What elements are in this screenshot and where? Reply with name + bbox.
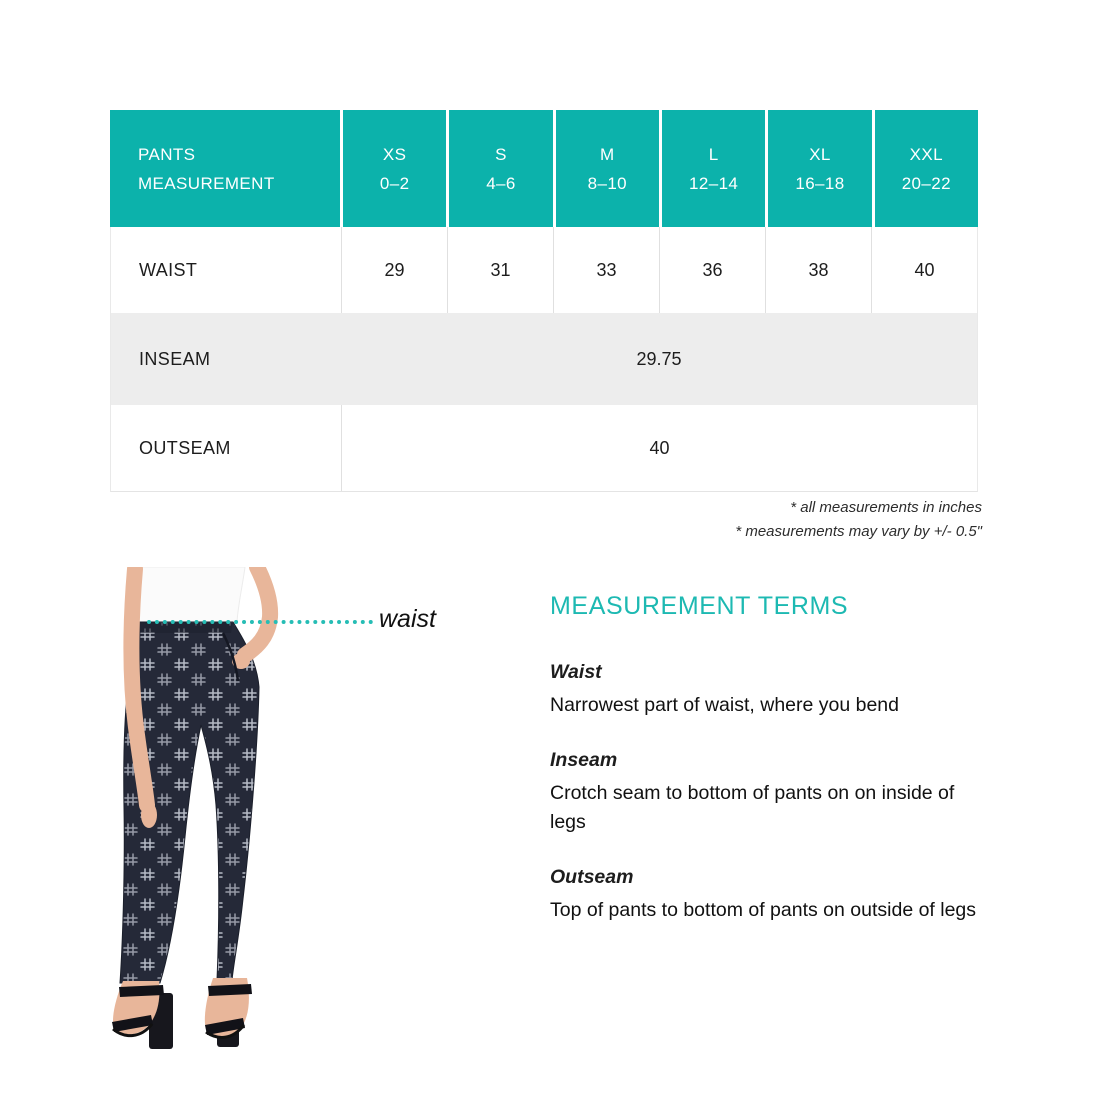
model-right-arm [245, 567, 270, 655]
term-definition: Top of pants to bottom of pants on outside of legs [550, 899, 977, 921]
header-label-line2: MEASUREMENT [138, 173, 275, 193]
table-header-row [110, 110, 978, 227]
header-size-m [553, 110, 659, 227]
size-name: M [600, 144, 615, 164]
size-name: L [708, 144, 719, 164]
outseam-merged-value: 40 [341, 405, 977, 491]
footnotes [110, 496, 982, 544]
header-size-xxl [872, 110, 978, 227]
table-row-outseam [111, 405, 977, 491]
terms-heading: MEASUREMENT TERMS [550, 592, 849, 620]
waist-value-xs: 29 [341, 227, 447, 313]
waist-value-xl: 38 [765, 227, 871, 313]
size-range: 4–6 [486, 173, 516, 193]
table-row-inseam [111, 313, 977, 405]
size-range: 16–18 [795, 173, 845, 193]
term-group-inseam [550, 749, 985, 837]
size-range: 0–2 [379, 173, 410, 193]
waist-value-m: 33 [553, 227, 659, 313]
size-range: 8–10 [587, 173, 628, 193]
header-size-s [446, 110, 552, 227]
model-photo-svg [105, 567, 305, 1057]
table-row-waist [111, 227, 977, 313]
size-range: 12–14 [689, 173, 739, 193]
header-size-xs [340, 110, 446, 227]
inseam-merged-value: 29.75 [636, 348, 682, 369]
size-name: XS [382, 144, 407, 164]
header-label-line1: PANTS [138, 144, 196, 164]
size-chart-table [110, 110, 978, 492]
term-group-outseam [550, 866, 985, 925]
row-label: INSEAM [139, 348, 211, 369]
table-body [110, 227, 978, 492]
right-sandal-ankle-strap [208, 984, 252, 996]
term-name: Waist [550, 661, 602, 683]
term-definition: Crotch seam to bottom of pants on on inside of legs [550, 782, 955, 833]
footnote-units: * all measurements in inches [790, 499, 982, 516]
waist-value-xxl: 40 [871, 227, 977, 313]
term-name: Inseam [550, 749, 618, 771]
size-range: 20–22 [901, 173, 951, 193]
size-name: S [495, 144, 507, 164]
waist-value-s: 31 [447, 227, 553, 313]
waist-dotted-line [147, 620, 373, 624]
size-name: XXL [909, 144, 943, 164]
model-photo [105, 567, 305, 1057]
term-definition: Narrowest part of waist, where you bend [550, 694, 900, 716]
model-left-hand [141, 802, 157, 828]
model-shirt [129, 567, 245, 622]
left-sandal-ankle-strap [119, 985, 164, 997]
header-size-xl [765, 110, 871, 227]
waist-diagram-label: waist [379, 605, 436, 633]
measurement-terms-section [550, 592, 985, 954]
header-label-cell [110, 110, 340, 227]
header-size-l [659, 110, 765, 227]
footnote-tolerance: * measurements may vary by +/- 0.5" [735, 523, 982, 540]
waist-value-l: 36 [659, 227, 765, 313]
size-name: XL [809, 144, 831, 164]
row-label: OUTSEAM [139, 437, 231, 458]
term-group-waist [550, 661, 985, 720]
row-label: WAIST [139, 259, 198, 280]
term-name: Outseam [550, 866, 634, 888]
